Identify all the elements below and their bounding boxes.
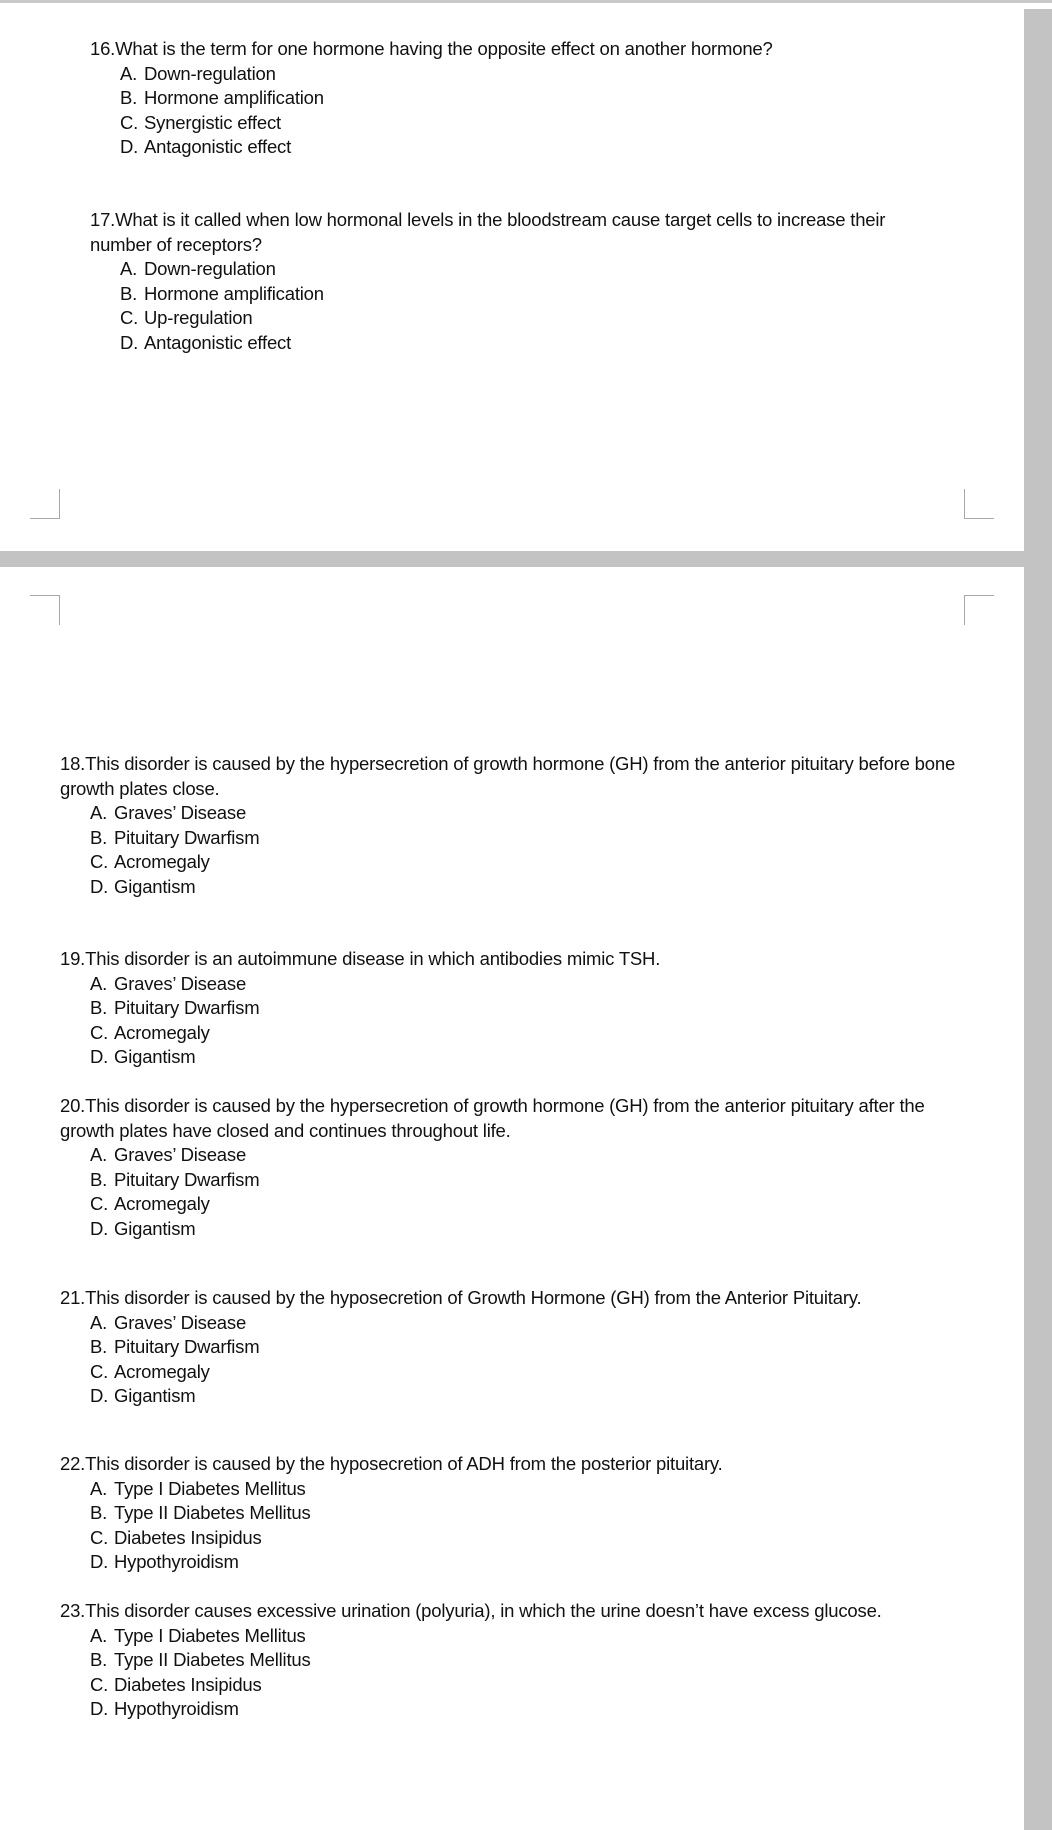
option-a: A. Type I Diabetes Mellitus	[90, 1477, 306, 1499]
question-prompt: This disorder is caused by the hyposecretion of Growth Hormone (GH) from the Anterior Pituitary.	[85, 1287, 862, 1308]
option-b: B. Pituitary Dwarfism	[90, 1336, 260, 1357]
question-prompt: What is the term for one hormone having the opposite effect on another hormone?	[115, 38, 773, 59]
option-c: C. Up-regulation	[120, 307, 253, 328]
question-20	[60, 1094, 960, 1241]
document-page-2[interactable]	[0, 567, 1024, 1830]
question-text	[60, 1094, 960, 1143]
question-number: 17.	[90, 209, 116, 230]
option-c: C. Acromegaly	[90, 1021, 210, 1043]
option-d: D. Gigantism	[90, 1385, 196, 1406]
option-d: D. Antagonistic effect	[120, 136, 292, 157]
option-a: A. Graves’ Disease	[90, 1311, 247, 1333]
option-a: A. Down-regulation	[120, 62, 276, 84]
option-d: D. Hypothyroidism	[90, 1551, 239, 1572]
option-a: A. Type I Diabetes Mellitus	[90, 1624, 306, 1646]
option-b: B. Pituitary Dwarfism	[90, 826, 260, 848]
crop-mark-top-left	[30, 595, 60, 625]
question-text	[60, 752, 960, 801]
question-text	[60, 947, 960, 972]
crop-mark-bottom-right	[964, 489, 994, 519]
option-c: C. Synergistic effect	[120, 111, 281, 133]
crop-mark-top-right	[964, 595, 994, 625]
option-a: A. Graves’ Disease	[90, 972, 247, 994]
question-prompt: This disorder is caused by the hypersecretion of growth hormone (GH) from the anterior pituitary after the growth plates have closed and continues throughout life.	[60, 1095, 925, 1141]
option-d: D. Antagonistic effect	[120, 331, 292, 353]
question-text	[60, 1599, 990, 1624]
question-text	[60, 1452, 980, 1477]
question-number: 22.	[60, 1453, 86, 1474]
option-d: D. Gigantism	[90, 875, 196, 897]
option-c: C. Diabetes Insipidus	[90, 1673, 262, 1695]
option-a: A. Graves’ Disease	[90, 802, 247, 823]
question-number: 20.	[60, 1095, 86, 1116]
document-page-1[interactable]	[0, 9, 1024, 551]
question-prompt: This disorder is caused by the hyposecretion of ADH from the posterior pituitary.	[85, 1453, 723, 1474]
option-b: B. Hormone amplification	[120, 87, 324, 108]
option-b: B. Type II Diabetes Mellitus	[90, 1502, 311, 1523]
option-d: D. Gigantism	[90, 1046, 196, 1067]
question-text	[90, 37, 950, 62]
question-prompt: This disorder is caused by the hypersecretion of growth hormone (GH) from the anterior pituitary before bone growth plates close.	[60, 753, 956, 799]
option-d: D. Hypothyroidism	[90, 1698, 239, 1719]
question-number: 19.	[60, 948, 86, 969]
question-22	[60, 1452, 980, 1575]
question-18	[60, 752, 960, 899]
question-text	[90, 208, 930, 257]
question-text	[60, 1286, 980, 1311]
option-b: B. Pituitary Dwarfism	[90, 1168, 260, 1190]
question-17	[90, 208, 930, 355]
option-b: B. Pituitary Dwarfism	[90, 997, 260, 1018]
option-c: C. Acromegaly	[90, 1193, 210, 1214]
crop-mark-bottom-left	[30, 489, 60, 519]
option-c: C. Acromegaly	[90, 851, 210, 872]
question-prompt: What is it called when low hormonal levels in the bloodstream cause target cells to increase their number of receptors?	[90, 209, 886, 255]
question-number: 21.	[60, 1287, 86, 1308]
option-c: C. Acromegaly	[90, 1360, 210, 1382]
question-19	[60, 947, 960, 1070]
option-a: A. Down-regulation	[120, 258, 276, 279]
question-16	[90, 37, 950, 160]
question-23	[60, 1599, 990, 1722]
question-prompt: This disorder is an autoimmune disease in which antibodies mimic TSH.	[85, 948, 661, 969]
question-number: 23.	[60, 1600, 86, 1621]
question-prompt: This disorder causes excessive urination (polyuria), in which the urine doesn’t have excess glucose.	[85, 1600, 882, 1621]
option-d: D. Gigantism	[90, 1217, 196, 1239]
option-b: B. Type II Diabetes Mellitus	[90, 1649, 311, 1670]
option-b: B. Hormone amplification	[120, 282, 324, 304]
option-c: C. Diabetes Insipidus	[90, 1526, 262, 1548]
question-number: 16.	[90, 38, 116, 59]
question-number: 18.	[60, 753, 86, 774]
question-21	[60, 1286, 980, 1409]
viewer-top-edge	[0, 0, 1052, 9]
option-a: A. Graves’ Disease	[90, 1144, 247, 1165]
